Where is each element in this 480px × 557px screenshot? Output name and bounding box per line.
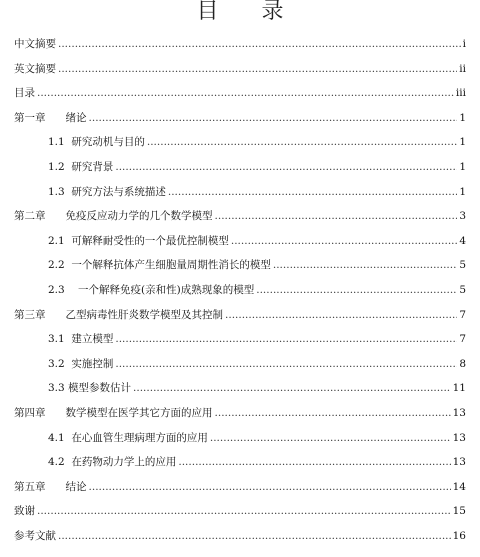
dot-leader — [215, 208, 458, 224]
toc-entry-page-number: 1 — [459, 136, 466, 149]
dot-leader — [168, 184, 457, 200]
toc-entry-page-number: 1 — [459, 111, 466, 124]
toc-entry-label: 4.1 在心血管生理病理方面的应用 — [48, 431, 208, 444]
toc-entry-page-number: 7 — [459, 308, 466, 321]
toc-entry-label: 第三章 乙型病毒性肝炎数学模型及其控制 — [14, 308, 224, 321]
toc-entry[interactable] — [0, 479, 480, 495]
toc-entry-label: 第二章 免疫反应动力学的几个数学模型 — [14, 210, 213, 223]
dot-leader — [178, 454, 450, 470]
toc-entry-label: 英文摘要 — [14, 62, 56, 75]
dot-leader — [215, 405, 451, 421]
toc-entry[interactable] — [0, 233, 480, 249]
dot-leader — [37, 85, 454, 101]
toc-entry[interactable] — [0, 454, 480, 470]
toc-entry-label: 1.3 研究方法与系统描述 — [48, 185, 166, 198]
toc-entry-page-number: 1 — [459, 185, 466, 198]
toc-entry-label: 中文摘要 — [14, 38, 56, 50]
toc-entry-page-number: 11 — [452, 382, 466, 395]
toc-entry[interactable] — [0, 159, 480, 175]
toc-entry-label: 1.1 研究动机与目的 — [48, 136, 145, 149]
toc-entry-label: 3.2 实施控制 — [48, 357, 114, 370]
toc-entry-label: 4.2 在药物动力学上的应用 — [48, 456, 177, 469]
dot-leader — [37, 503, 451, 519]
dot-leader — [273, 257, 457, 273]
dot-leader — [115, 159, 457, 175]
dot-leader — [89, 110, 458, 126]
toc-entry-page-number: 4 — [459, 234, 466, 247]
toc-entry[interactable] — [0, 307, 480, 323]
dot-leader — [147, 134, 457, 150]
toc-entry[interactable] — [0, 331, 480, 347]
toc-entry[interactable] — [0, 85, 480, 101]
dot-leader — [58, 61, 457, 77]
toc-entry[interactable] — [0, 134, 480, 150]
dot-leader — [133, 380, 451, 396]
toc-entry-label: 第一章 绪论 — [14, 111, 87, 124]
toc-entry-page-number: 13 — [452, 407, 466, 419]
toc-entry-page-number: 13 — [452, 456, 466, 469]
toc-entry-label: 第五章 结论 — [14, 480, 87, 493]
toc-entry-label: 3.3 模型参数估计 — [48, 382, 132, 395]
toc-entry-page-number: 15 — [452, 505, 466, 518]
toc-entry[interactable] — [0, 184, 480, 200]
dot-leader — [58, 36, 461, 52]
toc-entry-label: 第四章 数学模型在医学其它方面的应用 — [14, 407, 213, 419]
toc-entry-page-number: ii — [459, 62, 466, 75]
toc-entry-page-number: 8 — [459, 357, 466, 370]
toc-entry-label: 1.2 研究背景 — [48, 161, 114, 173]
toc-entry[interactable] — [0, 61, 480, 77]
toc-entry-page-number: 5 — [459, 259, 466, 272]
toc-entry[interactable] — [0, 208, 480, 224]
toc-entry-page-number: 13 — [452, 431, 466, 444]
toc-entry-page-number: 3 — [459, 210, 466, 223]
toc-entry-label: 致谢 — [14, 505, 35, 518]
dot-leader — [210, 430, 451, 446]
toc-entry-label: 2.3 一个解释免疫(亲和性)成熟现象的模型 — [48, 284, 255, 296]
toc-entry-label: 参考文献 — [14, 530, 56, 542]
toc-entry[interactable] — [0, 36, 480, 52]
dot-leader — [231, 233, 457, 249]
toc-title: 目 录 — [196, 0, 302, 24]
toc-entry-page-number: 16 — [452, 530, 466, 542]
toc-entry[interactable] — [0, 257, 480, 273]
toc-entry-label: 目录 — [14, 87, 35, 100]
dot-leader — [115, 356, 457, 372]
dot-leader — [256, 282, 457, 298]
toc-entry-label: 3.1 建立模型 — [48, 333, 114, 346]
toc-entry[interactable] — [0, 356, 480, 372]
toc-entry-page-number: 14 — [452, 480, 466, 493]
toc-entry[interactable] — [0, 282, 480, 298]
toc-entry[interactable] — [0, 503, 480, 519]
dot-leader — [58, 528, 451, 544]
dot-leader — [115, 331, 457, 347]
toc-entry-label: 2.1 可解释耐受性的一个最优控制模型 — [48, 234, 229, 247]
toc-entry-page-number: iii — [455, 87, 466, 100]
toc-entry-label: 2.2 一个解释抗体产生细胞量周期性消长的模型 — [48, 259, 271, 272]
toc-entry[interactable] — [0, 430, 480, 446]
toc-entry-page-number: i — [462, 38, 466, 50]
dot-leader — [225, 307, 457, 323]
toc-entry[interactable] — [0, 380, 480, 396]
toc-entry-page-number: 1 — [459, 161, 466, 173]
toc-entry[interactable] — [0, 405, 480, 421]
toc-entry[interactable] — [0, 528, 480, 544]
toc-entry-page-number: 5 — [459, 284, 466, 296]
dot-leader — [89, 479, 451, 495]
toc-entry[interactable] — [0, 110, 480, 126]
toc-entry-page-number: 7 — [459, 333, 466, 346]
